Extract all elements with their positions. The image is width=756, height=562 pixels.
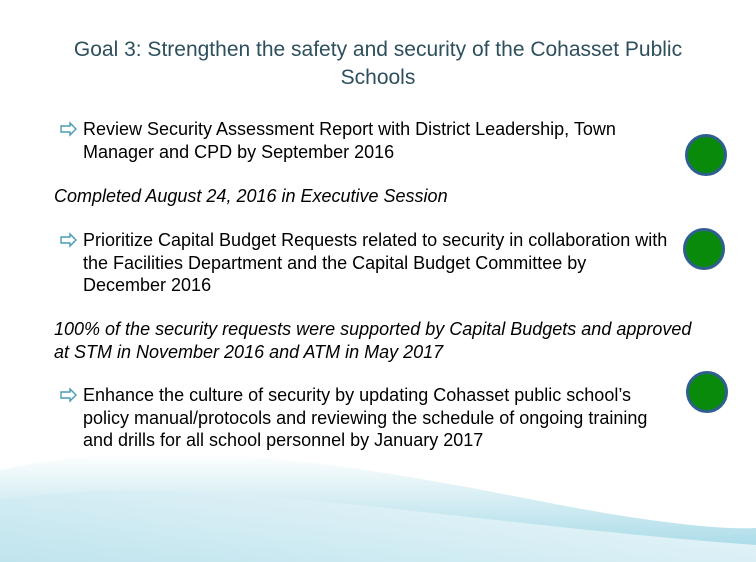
goal-item-2 <box>58 229 668 297</box>
goal-item-text: Prioritize Capital Budget Requests related to security in collaboration with the Facilities Department and the Capital Budget Committee by December 2016 <box>83 230 668 295</box>
status-indicator-2 <box>683 228 725 270</box>
goal-item-result-1: Completed August 24, 2016 in Executive Session <box>54 186 448 206</box>
slide-title: Goal 3: Strengthen the safety and security of the Cohasset Public Schools <box>73 38 683 89</box>
goal-item-3 <box>58 384 668 452</box>
status-indicator-3 <box>686 371 728 413</box>
goal-item-1 <box>58 118 668 163</box>
goal-item-result-2: 100% of the security requests were supported by Capital Budgets and approved at STM in November 2016 and ATM in May 2017 <box>54 319 692 362</box>
goal-item-text: Review Security Assessment Report with District Leadership, Town Manager and CPD by September 2016 <box>83 119 616 162</box>
goal-item-text: Enhance the culture of security by updating Cohasset public school’s policy manual/protocols and reviewing the schedule of ongoing training and drills for all school personnel by January 2017 <box>83 385 648 450</box>
arrow-bullet-icon <box>58 118 80 140</box>
arrow-bullet-icon <box>58 229 80 251</box>
status-indicator-1 <box>685 134 727 176</box>
arrow-bullet-icon <box>58 384 80 406</box>
